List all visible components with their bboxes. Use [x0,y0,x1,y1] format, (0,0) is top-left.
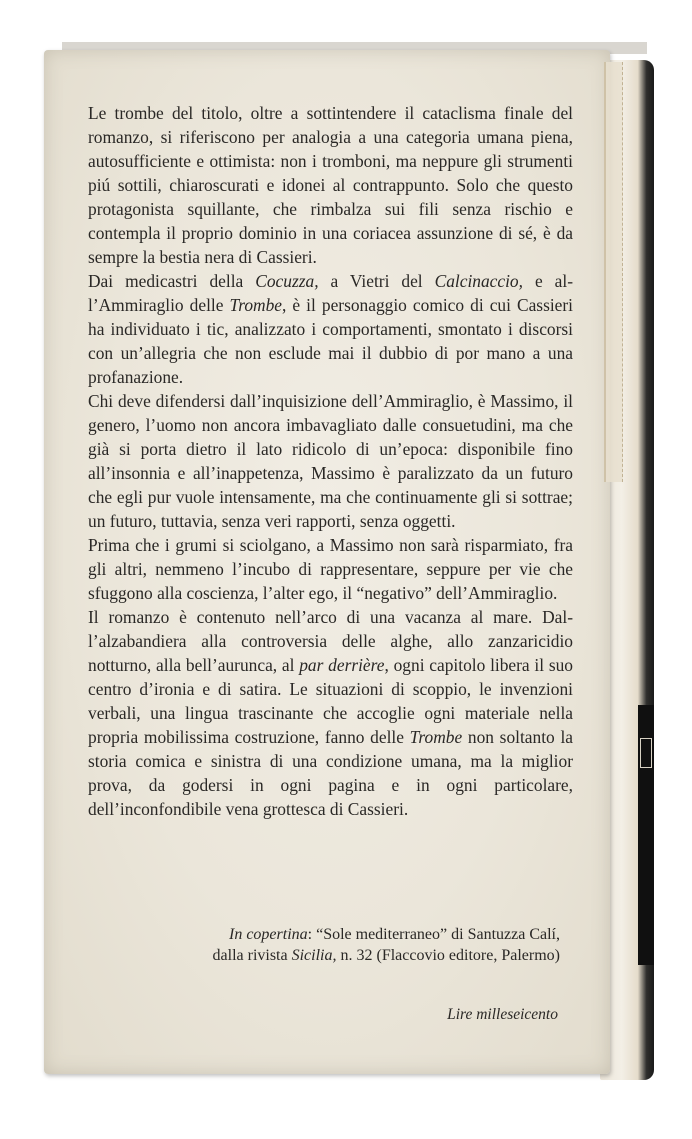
torn-cover-edge [604,62,623,482]
italic-run: Calcinaccio, [434,271,523,291]
text-run: , ogni capitolo libera il suo centro d’ironia e di satira. Le situazioni di scoppio, le invenzioni verbali, una lingua trascinante che accoglie ogni materiale nella propria mobilissima costruzione, fanno delle [88,655,573,747]
italic-run: Trombe [409,727,463,747]
italic-run: Trombe [229,295,283,315]
text-run: e all’Ammiraglio delle [88,271,573,315]
text-run: Prima che i grumi si sciolgano, a Massimo non sarà risparmiato, fra gli altri, nemmeno l’incubo di rappresentare, seppure per vie che sfuggono alla coscienza, l’alter ego, il “negativo” dell’Ammiraglio. [88,535,573,603]
blurb-paragraph [88,269,573,389]
text-run: Il romanzo è contenuto nell’arco di una vacanza al mare. Dall’alzabandiera alla controversia delle alghe, allo zanzaricidio notturno, alla bell’aurunca, al [88,607,573,675]
blurb-paragraph [88,101,573,269]
cover-credit [213,924,560,966]
text-run: , è il personaggio comico di cui Cassieri ha individuato i tic, analizzato i comportamenti, smontato i discorsi con un’allegria che non esclude mai il dubbio di por mano a una profanazione. [88,295,574,387]
text-run: Le trombe del titolo, oltre a sottintendere il cataclisma finale del romanzo, si riferiscono per analogia a una categoria umana piena, autosufficiente e ottimista: non i tromboni, ma neppure gli strumenti piú sottili, chiaroscurati e idonei al contrappunto. Solo che questo protagonista squillante, che rimbalza sui fili senza rischio e contempla il proprio dominio in una coriacea assunzione di sé, è da sempre la bestia nera di Cassieri. [88,103,573,267]
text-run: Dai medicastri della [88,271,256,291]
text-run: non soltanto la storia comica e sinistra di una condizione umana, ma la miglior prova, da godersi in ogni pagina e in ogni particolare, dell’inconfondibile vena grottesca di Cassieri. [88,727,574,819]
text-run: a Vietri del [318,271,435,291]
credit-artwork: : “Sole mediterraneo” di Santuzza Calí, [307,926,560,943]
text-run: Chi deve difendersi dall’inquisizione dell’Ammiraglio, è Massimo, il genero, l’uomo non ancora imbavagliato dalle consuetudini, ma che già si porta dietro il lato ridicolo di un’epoca: disponibile fino all’insonnia e all’inappetenza, Massimo è paralizzato da un futuro che egli pur vuole intensamente, ma che continuamente gli si sottrae; un futuro, tuttavia, senza veri rapporti, senza oggetti. [88,391,573,531]
credit-source-rest: n. 32 (Flaccovio editore, Palermo) [336,947,560,964]
blurb-paragraph [88,605,573,821]
blurb-paragraph [88,533,573,605]
credit-line-1 [213,924,560,945]
blurb-text [88,101,573,821]
blurb-paragraph [88,389,573,533]
credit-journal: Sicilia, [291,947,337,964]
spine-logo-mark [640,738,652,768]
credit-source-prefix: dalla rivista [212,947,292,964]
credit-label: In copertina [228,926,308,943]
credit-line-2 [213,945,560,966]
price-label: Lire milleseicento [447,1006,558,1023]
italic-run: Cocuzza, [255,271,319,291]
italic-run: par derrière [299,655,385,675]
